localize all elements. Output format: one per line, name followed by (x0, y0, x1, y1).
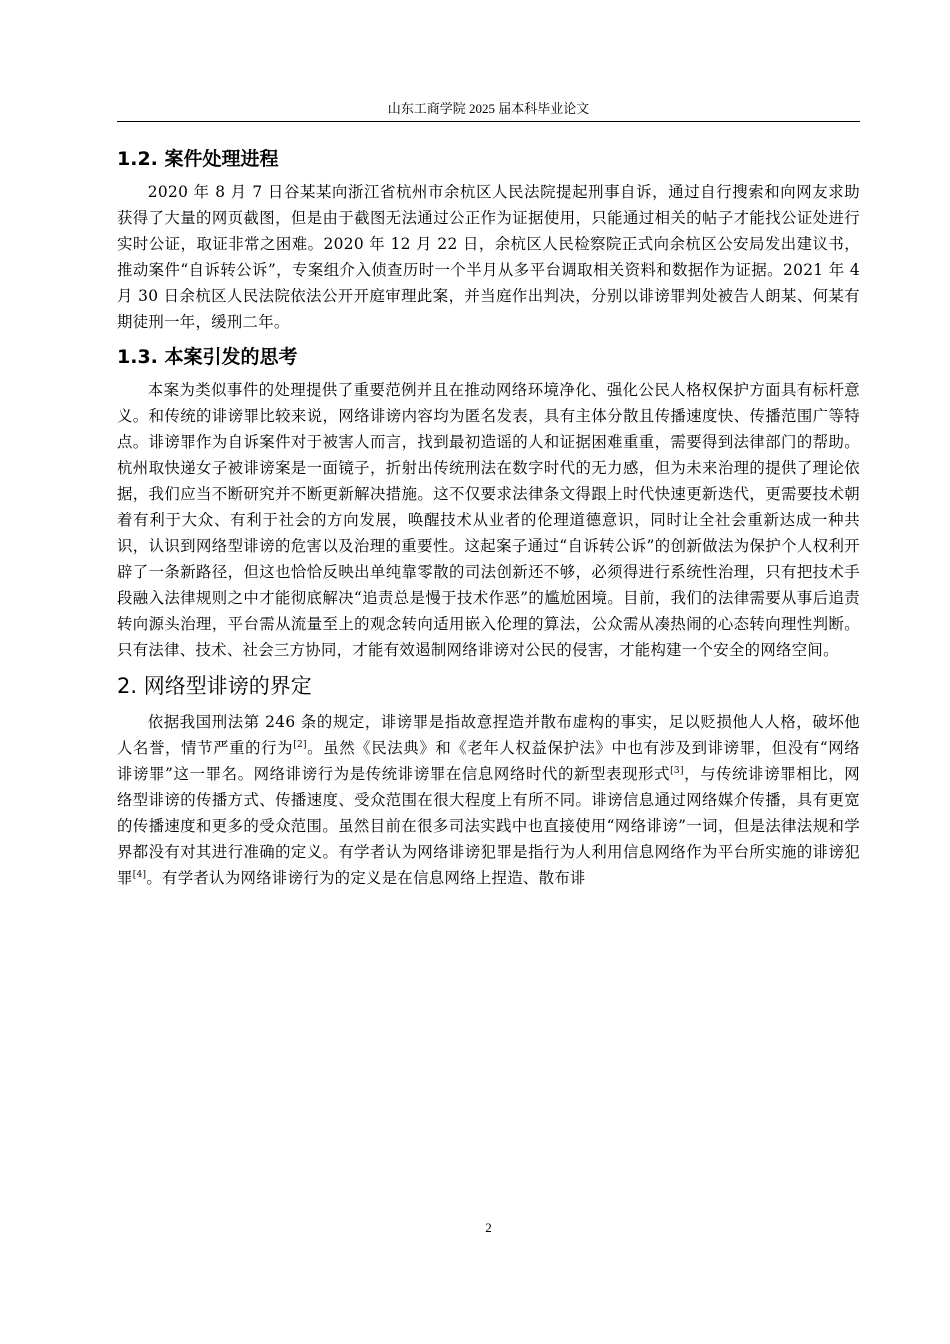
header-rule (117, 121, 860, 122)
citation-4: [4] (132, 869, 147, 880)
page-body (117, 139, 860, 891)
definition-text-2: 。虽然《民法典》和《老年人权益保护法》中也有涉及到诽谤罪，但没有“网络诽谤罪”这一罪名。网络诽谤行为是传统诽谤罪在信息网络时代的新型表现形式 (117, 739, 860, 783)
definition-text-1: 依据我国刑法第 246 条的规定，诽谤罪是指故意捏造并散布虚构的事实，足以贬损他人人格，破坏他人名誉，情节严重的行为 (117, 713, 860, 757)
paragraph-definition (117, 709, 860, 891)
paragraph-case-process: 2020 年 8 月 7 日谷某某向浙江省杭州市余杭区人民法院提起刑事自诉，通过自行搜索和向网友求助获得了大量的网页截图，但是由于截图无法通过公正作为证据使用，只能通过相关的帖子才能找公证处进行实时公证，取证非常之困难。2020 年 12 月 22 日，余杭区人民检察院正式向余杭区公安局发出建议书，推动案件“自诉转公诉”，专案组介入侦查历时一个半月从多平台调取相关资料和数据作为证据。2021 年 4 月 30 日余杭区人民法院依法公开开庭审理此案，并当庭作出判决，分别以诽谤罪判处被告人朗某、何某有期徒刑一年，缓刑二年。 (117, 183, 860, 331)
citation-2: [2] (293, 739, 307, 750)
paragraph-case-reflection: 本案为类似事件的处理提供了重要范例并且在推动网络环境净化、强化公民人格权保护方面具有标杆意义。和传统的诽谤罪比较来说，网络诽谤内容均为匿名发表，具有主体分散且传播速度快、传播范围广等特点。诽谤罪作为自诉案件对于被害人而言，找到最初造谣的人和证据困难重重，需要得到法律部门的帮助。杭州取快递女子被诽谤案是一面镜子，折射出传统刑法在数字时代的无力感，但为未来治理的提供了理论依据，我们应当不断研究并不断更新解决措施。这不仅要求法律条文得跟上时代快速更新迭代，更需要技术朝着有利于大众、有利于社会的方向发展，唤醒技术从业者的伦理道德意识，同时让全社会重新达成一种共识，认识到网络型诽谤的危害以及治理的重要性。这起案子通过“自诉转公诉”的创新做法为保护个人权利开辟了一条新路径，但这也恰恰反映出单纯靠零散的司法创新还不够，必须得进行系统性治理，只有把技术手段融入法律规则之中才能彻底解决“追责总是慢于技术作恶”的尴尬困境。目前，我们的法律需要从事后追责转向源头治理，平台需从流量至上的观念转向适用嵌入伦理的算法，公众需从凑热闹的心态转向理性判断。只有法律、技术、社会三方协同，才能有效遏制网络诽谤对公民的侵害，才能构建一个安全的网络空间。 (117, 381, 860, 659)
page-number: 2 (485, 1220, 492, 1235)
section-heading-1-2: 1.2. 案件处理进程 (117, 148, 279, 170)
running-header: 山东工商学院 2025 届本科毕业论文 (387, 101, 590, 116)
chapter-heading-2: 2. 网络型诽谤的界定 (117, 674, 312, 698)
definition-text-4: 。有学者认为网络诽谤行为的定义是在信息网络上捏造、散布诽 (146, 869, 586, 887)
definition-text-3: ，与传统诽谤罪相比，网络型诽谤的传播方式、传播速度、受众范围在很大程度上有所不同。诽谤信息通过网络媒介传播，具有更宽的传播速度和更多的受众范围。虽然目前在很多司法实践中也直接使用“网络诽谤”一词，但是法律法规和学界都没有对其进行准确的定义。有学者认为网络诽谤犯罪是指行为人利用信息网络作为平台所实施的诽谤犯罪 (117, 765, 860, 887)
citation-3: [3] (670, 765, 684, 776)
section-heading-1-3: 1.3. 本案引发的思考 (117, 346, 298, 368)
